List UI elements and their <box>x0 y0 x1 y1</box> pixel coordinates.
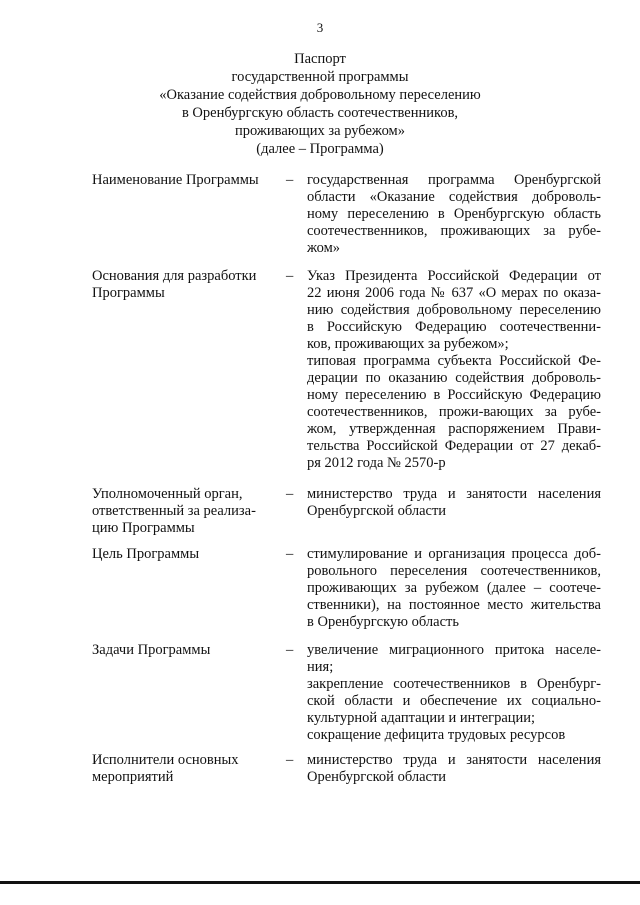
value-line: соотечественников, проживающих за рубе- <box>307 223 601 239</box>
title-line: государственной программы <box>231 69 409 85</box>
value-line: соотечественников, прожи-вающих за рубе- <box>307 404 601 420</box>
value-line: Указ Президента Российской Федерации от <box>307 268 601 284</box>
value-line: жом» <box>307 240 341 256</box>
value-line: нию содействия добровольному переселению <box>307 302 601 318</box>
page-bottom-rule <box>0 881 640 884</box>
row-value <box>307 546 601 631</box>
label-line: Программы <box>92 285 165 301</box>
row-value <box>307 486 601 520</box>
label-line: Наименование Программы <box>92 172 259 188</box>
label-line: Цель Программы <box>92 546 200 562</box>
value-line: проживающих за рубежом (далее – соотече- <box>307 580 601 596</box>
row-label <box>92 172 282 189</box>
value-line: ков, проживающих за рубежом»; <box>307 336 509 352</box>
row-value <box>307 172 601 257</box>
row-label <box>92 268 282 302</box>
title-line: проживающих за рубежом» <box>235 123 405 139</box>
row-dash: – <box>286 546 294 562</box>
value-line: культурной адаптации и интеграции; <box>307 710 536 726</box>
label-line: цию Программы <box>92 520 195 536</box>
label-line: Уполномоченный орган, <box>92 486 243 502</box>
value-line: ря 2012 года № 2570-р <box>307 455 446 471</box>
value-line: в Российскую Федерацию соотечественни- <box>307 319 601 335</box>
value-line: ному переселению в Российскую Федерацию <box>307 387 601 403</box>
row-dash: – <box>286 486 294 502</box>
title-line: «Оказание содействия добровольному переселению <box>159 87 481 103</box>
title-line: в Оренбургскую область соотечественников, <box>181 105 459 121</box>
label-line: мероприятий <box>92 769 174 785</box>
value-line: дерации по оказанию содействия доброволь- <box>307 370 601 386</box>
title-line: (далее – Программа) <box>256 141 384 157</box>
row-label <box>92 546 282 563</box>
row-value <box>307 752 601 786</box>
value-line: 22 июня 2006 года № 637 «О мерах по оказа- <box>307 285 601 301</box>
value-line: стимулирование и организация процесса доб- <box>307 546 601 562</box>
value-line: тельства Российской Федерации от 27 декаб- <box>307 438 601 454</box>
value-line: сокращение дефицита трудовых ресурсов <box>307 727 566 743</box>
value-line: ственники), на постоянное место жительства <box>307 597 601 613</box>
row-dash: – <box>286 172 294 188</box>
page-number: 3 <box>316 20 324 35</box>
value-line: министерство труда и занятости населения <box>307 486 601 502</box>
row-value <box>307 268 601 472</box>
value-line: области «Оказание содействия доброволь- <box>307 189 601 205</box>
row-dash: – <box>286 752 294 768</box>
value-line: ровольного переселения соотечественников, <box>307 563 601 579</box>
value-line: закрепление соотечественников в Оренбург- <box>307 676 601 692</box>
value-line: государственная программа Оренбургской <box>307 172 601 188</box>
value-line: Оренбургской области <box>307 503 447 519</box>
label-line: ответственный за реализа- <box>92 503 256 519</box>
value-line: типовая программа субъекта Российской Фе- <box>307 353 601 369</box>
row-label <box>92 642 282 659</box>
label-line: Основания для разработки <box>92 268 257 284</box>
value-line: увеличение миграционного притока населе- <box>307 642 601 658</box>
row-label <box>92 752 282 786</box>
value-line: Оренбургской области <box>307 769 447 785</box>
value-line: министерство труда и занятости населения <box>307 752 601 768</box>
value-line: ния; <box>307 659 334 675</box>
label-line: Задачи Программы <box>92 642 211 658</box>
value-line: ской области и обеспечение их социально- <box>307 693 601 709</box>
row-value <box>307 642 601 744</box>
row-label <box>92 486 282 537</box>
value-line: ному переселению в Оренбургскую область <box>307 206 601 222</box>
title-line: Паспорт <box>294 51 346 67</box>
document-title <box>60 50 580 158</box>
value-line: жом, утвержденная распоряжением Прави- <box>307 421 601 437</box>
label-line: Исполнители основных <box>92 752 239 768</box>
value-line: в Оренбургскую область <box>307 614 459 630</box>
row-dash: – <box>286 642 294 658</box>
row-dash: – <box>286 268 294 284</box>
